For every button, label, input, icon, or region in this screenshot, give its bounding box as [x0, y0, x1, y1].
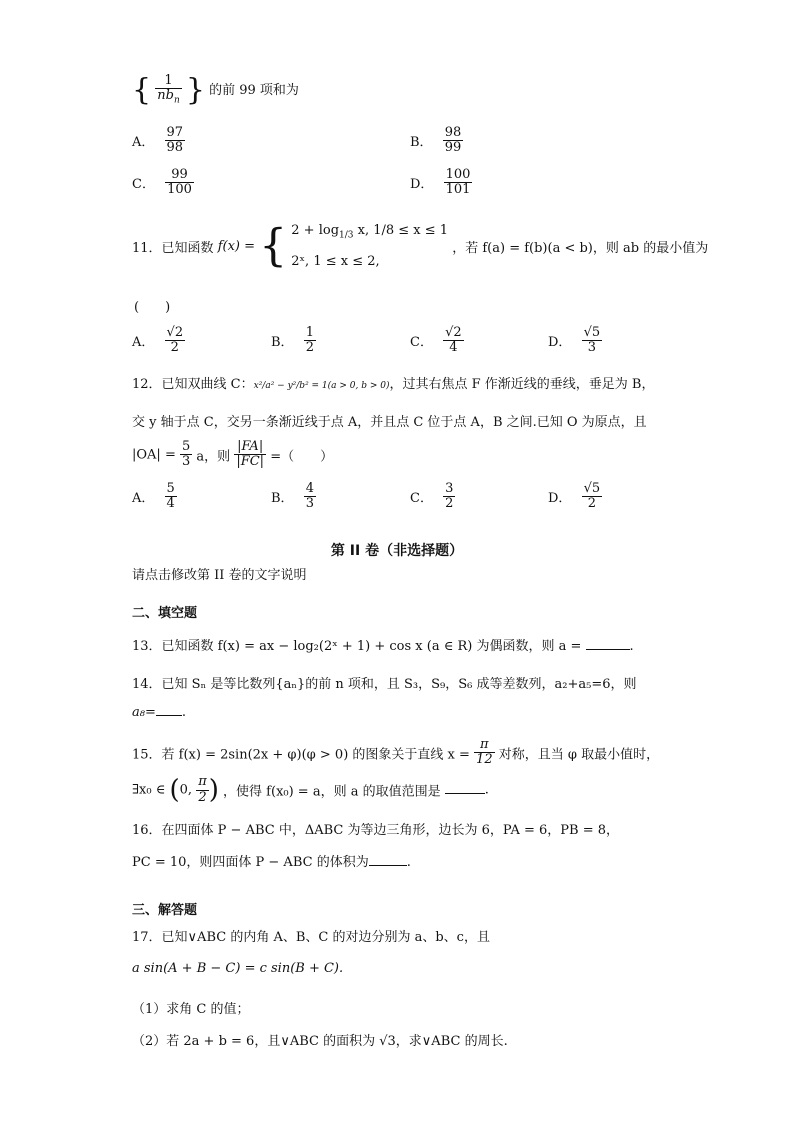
- q15-line2: ∃x₀ ∈ (0, $\frac{\pi}{2}$ ) ，使得 f(x₀) = a，则 a 的取值范围是 .: [132, 774, 489, 805]
- case2: 2ˣ, 1 ≤ x ≤ 2,: [291, 253, 380, 269]
- period: .: [181, 705, 186, 720]
- piecewise-cases: [291, 218, 448, 275]
- fill-in-heading: 二、填空题: [132, 606, 198, 621]
- option-num: 3: [445, 481, 454, 496]
- frac-num: 5: [181, 439, 191, 454]
- answer-blank[interactable]: [586, 649, 630, 650]
- option-label: C．: [132, 177, 155, 193]
- answer-blank[interactable]: [156, 715, 182, 716]
- option-den: 2: [170, 340, 179, 356]
- q16-text: PC = 10，则四面体 P − ABC 的体积为: [132, 855, 369, 870]
- hyperbola-equation: x²/a² − y²/b² = 1(a > 0, b > 0): [253, 381, 390, 391]
- q12-then: a，则: [196, 449, 231, 465]
- option-den: 2: [305, 340, 314, 356]
- left-brace: {: [132, 72, 152, 108]
- option-num: 4: [305, 481, 314, 496]
- section-note[interactable]: 请点击修改第 II 卷的文字说明: [132, 568, 307, 583]
- q10-option-b[interactable]: [410, 126, 463, 156]
- q12-option-b[interactable]: [271, 482, 316, 512]
- option-label: D．: [548, 335, 572, 351]
- fraction-denominator: nb: [157, 88, 174, 104]
- case1-log-base: 1/3: [339, 230, 354, 241]
- option-num: 100: [445, 167, 471, 182]
- q11-option-b[interactable]: [271, 326, 316, 356]
- option-num: 97: [166, 125, 184, 140]
- option-num: 98: [444, 125, 462, 140]
- option-label: B．: [271, 491, 294, 507]
- q17-line2: a sin(A + B − C) = c sin(B + C).: [132, 961, 344, 976]
- q12-option-d[interactable]: [548, 482, 602, 512]
- q14-line2: [132, 705, 186, 720]
- answer-heading: 三、解答题: [132, 903, 198, 918]
- q12-line1-suffix: ，过其右焦点 F 作渐近线的垂线，垂足为 B，: [389, 377, 655, 392]
- q12-option-a[interactable]: [132, 482, 177, 512]
- option-label: C．: [410, 491, 433, 507]
- q11-option-a[interactable]: [132, 326, 185, 356]
- option-label: A．: [132, 335, 155, 351]
- q17-part1: （1）求角 C 的值；: [132, 1002, 250, 1017]
- a8-label: a₈=: [132, 705, 156, 720]
- q15-text-c: ，使得 f(x₀) = a，则 a 的取值范围是: [223, 784, 441, 800]
- q13-text: 13．已知函数 f(x) = ax − log₂(2ˣ + 1) + cos x (a ∈ R) 为偶函数，则 a =: [132, 639, 582, 654]
- q17-part2: （2）若 2a + b = 6，且∨ABC 的面积为 √3，求∨ABC 的周长.: [132, 1034, 508, 1049]
- answer-blank[interactable]: [445, 793, 485, 794]
- q14-line1: 14．已知 Sₙ 是等比数列{aₙ}的前 n 项和，且 S₃，S₉，S₆ 成等差数列，a₂+a₅=6，则: [132, 677, 637, 692]
- option-den: 98: [166, 140, 184, 156]
- oa-abs: |OA| =: [132, 447, 176, 463]
- case1-rest: x, 1/8 ≤ x ≤ 1: [353, 223, 449, 238]
- q12-line3: [132, 440, 333, 470]
- q11-option-c[interactable]: [410, 326, 464, 356]
- option-num: 1: [305, 325, 314, 340]
- option-den: 4: [449, 340, 458, 356]
- q10-option-d[interactable]: [410, 168, 472, 198]
- option-num: 5: [166, 481, 175, 496]
- period: .: [484, 782, 489, 798]
- frac-num: π: [474, 738, 495, 753]
- frac-den: 2: [198, 789, 207, 805]
- ratio-num: |FA|: [234, 440, 266, 455]
- fraction-numerator: 1: [155, 74, 182, 89]
- option-label: A．: [132, 491, 155, 507]
- q10-option-c[interactable]: [132, 168, 194, 198]
- case1-main: 2 + log: [291, 223, 340, 238]
- q12-line2: 交 y 轴于点 C，交另一条渐近线于点 A，并且点 C 位于点 A，B 之间.已知 O 为原点，且: [132, 415, 647, 430]
- q15-text-a: 15．若 f(x) = 2sin(2x + φ)(φ > 0) 的图象关于直线 x =: [132, 747, 470, 763]
- option-den: 2: [445, 496, 454, 512]
- frac-den: 12: [476, 752, 493, 768]
- option-label: D．: [548, 491, 572, 507]
- section-title: 第 II 卷（非选择题）: [330, 543, 464, 559]
- option-num: √2: [445, 325, 462, 340]
- option-label: B．: [410, 135, 433, 151]
- q17-line1: 17．已知∨ABC 的内角 A、B、C 的对边分别为 a、b、c，且: [132, 930, 490, 945]
- option-den: 4: [166, 496, 175, 512]
- q16-line1: 16．在四面体 P − ABC 中，ΔABC 为等边三角形，边长为 6，PA = 6，PB = 8，: [132, 823, 619, 838]
- q11-stem: 11．已知函数 f(x) = { $2 + \log_{1/3} x$, 1/8 ≤ x ≤ 1 2ˣ, 1 ≤ x ≤ 2, ，若 f(a) = f(b)(a < b)，则 ab 的最小值为: [132, 218, 708, 275]
- option-den: 2: [587, 496, 596, 512]
- q11-answer-paren: ( ): [134, 300, 171, 315]
- q16-line2: [132, 851, 411, 870]
- q12-option-c[interactable]: [410, 482, 455, 512]
- q10-option-a[interactable]: [132, 126, 185, 156]
- ratio-den: |FC|: [236, 454, 265, 470]
- q13-line: [132, 635, 634, 654]
- option-den: 100: [167, 182, 192, 198]
- period: .: [629, 639, 634, 654]
- q11-middle: ，若 f(a) = f(b)(a < b)，则 ab 的最小值为: [452, 240, 709, 256]
- option-label: A．: [132, 135, 155, 151]
- q15-line1: [132, 738, 659, 768]
- option-den: 101: [445, 182, 471, 198]
- q11-prefix: 11．已知函数: [132, 240, 214, 256]
- option-num: √2: [166, 325, 184, 340]
- subscript: n: [173, 95, 180, 106]
- option-label: D．: [410, 177, 434, 193]
- frac-num: π: [198, 774, 207, 790]
- exists-x0: ∃x₀ ∈: [132, 782, 166, 798]
- q10-tail-text: 的前 99 项和为: [209, 82, 299, 98]
- q10-tail-line: [132, 74, 299, 107]
- option-num: √5: [583, 481, 601, 496]
- option-label: C．: [410, 335, 433, 351]
- option-num: 99: [165, 168, 194, 183]
- right-brace: }: [185, 72, 205, 108]
- option-den: 3: [587, 340, 596, 356]
- q11-option-d[interactable]: [548, 326, 602, 356]
- option-label: B．: [271, 335, 294, 351]
- q15-text-b: 对称，且当 φ 取最小值时，: [498, 747, 660, 763]
- piecewise-brace: {: [259, 220, 288, 272]
- q12-line1: [132, 373, 655, 392]
- period: .: [406, 855, 411, 870]
- q10-fraction: [155, 74, 182, 107]
- option-num: √5: [583, 325, 601, 340]
- q12-prefix: 12．已知双曲线 C：: [132, 377, 254, 392]
- option-den: 99: [444, 140, 462, 156]
- option-den: 3: [305, 496, 314, 512]
- q12-answer-paren: =（ ）: [270, 449, 334, 465]
- answer-blank[interactable]: [369, 865, 407, 866]
- interval-left: 0,: [179, 782, 193, 798]
- frac-den: 3: [181, 454, 191, 470]
